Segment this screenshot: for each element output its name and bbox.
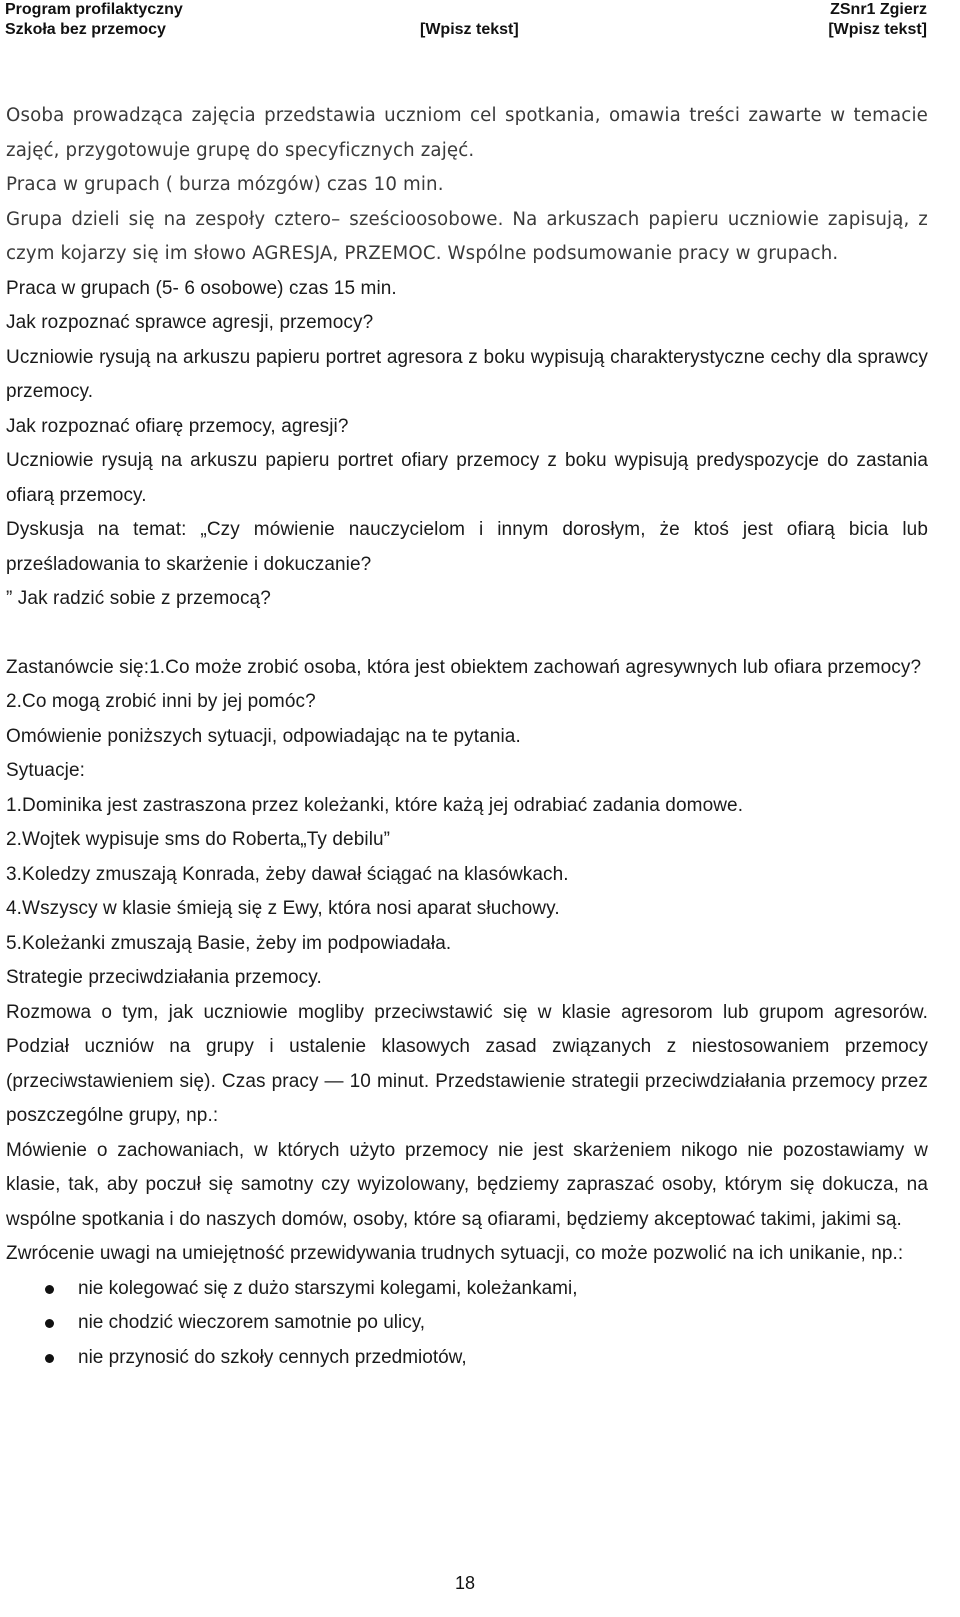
header-program-title: Program profilaktyczny [5, 1, 183, 18]
list-item [6, 1272, 928, 1307]
paragraph-discuss-situations: Omówienie poniższych sytuacji, odpowiadając na te pytania. [6, 725, 521, 747]
paragraph-discussion: Dyskusja na temat: „Czy mówienie nauczycielom i innym dorosłym, że ktoś jest ofiarą bicia lub prześladowania to skarżenie i dokuczanie? [6, 519, 934, 575]
paragraph-victim-portrait: Uczniowie rysują na arkuszu papieru portret ofiary przemocy z boku wypisują predyspozycje do zastania ofiarą przemocy. [6, 450, 934, 506]
bullet-icon [45, 1319, 54, 1328]
bullet-icon [45, 1354, 54, 1363]
paragraph-reporting: Mówienie o zachowaniach, w których użyto przemocy nie jest skarżeniem nikogo nie pozostawiamy w klasie, tak, aby poczuł się samotny czy wyizolowany, będziemy zapraszać osoby, którym się dokucza, na wspólne spotkania i do naszych domów, osoby, które są ofiarami, będziemy akceptować takimi, jakimi są. [6, 1139, 934, 1230]
paragraph-anticipation: Zwrócenie uwagi na umiejętność przewidywania trudnych sytuacji, co może pozwolić na ich unikanie, np.: [6, 1243, 904, 1264]
header-placeholder-right: [Wpisz tekst] [828, 21, 927, 38]
bullet-icon [45, 1285, 54, 1294]
header-school-name: ZSnr1 Zgierz [830, 1, 927, 18]
page-number: 18 [454, 1573, 476, 1593]
page-header [0, 0, 960, 46]
paragraph-strategies-heading: Strategie przeciwdziałania przemocy. [6, 967, 322, 988]
list-item-text: nie przynosić do szkoły cennych przedmiotów, [78, 1346, 467, 1368]
list-item-text: nie chodzić wieczorem samotnie po ulicy, [78, 1312, 426, 1333]
list-item-text: nie kolegować się z dużo starszymi kolegami, koleżankami, [78, 1277, 578, 1299]
paragraph-intro: Osoba prowadząca zajęcia przedstawia uczniom cel spotkania, omawia treści zawarte w temacie zajęć, przygotowuje grupę do specyficznych zajęć. [6, 105, 934, 161]
situation-item: 2.Wojtek wypisuje sms do Roberta„Ty debilu” [6, 829, 391, 850]
paragraph-consider: Zastanówcie się:1.Co może zrobić osoba, która jest obiektem zachowań agresywnych lub ofiara przemocy? [6, 656, 922, 678]
bullet-list [6, 1272, 928, 1376]
header-placeholder-center: [Wpisz tekst] [420, 21, 519, 38]
paragraph-coping: ” Jak radzić sobie z przemocą? [6, 588, 271, 609]
situation-item: 5.Koleżanki zmuszają Basie, żeby im podpowiadała. [6, 932, 452, 954]
paragraph-groups: Grupa dzieli się na zespoły cztero– sześcioosobowe. Na arkuszach papieru uczniowie zapisują, z czym kojarzy się im słowo AGRESJA, PRZEMOC. Wspólne podsumowanie pracy w grupach. [6, 208, 934, 264]
list-item [6, 1341, 928, 1376]
header-program-subtitle: Szkoła bez przemocy [5, 21, 166, 38]
situation-item: 3.Koledzy zmuszają Konrada, żeby dawał ściągać na klasówkach. [6, 863, 569, 885]
paragraph-strategies: Rozmowa o tym, jak uczniowie mogliby przeciwstawić się w klasie agresorom lub grupom agresorów. Podział uczniów na grupy i ustalenie klasowych zasad związanych z niestosowaniem przemocy (przeciwstawieniem się). Czas pracy — 10 minut. Przedstawienie strategii przeciwdziałania przemocy przez poszczególne grupy, np.: [6, 1001, 934, 1126]
paragraph-situations-heading: Sytuacje: [6, 760, 86, 781]
situation-item: 1.Dominika jest zastraszona przez koleżanki, które każą jej odrabiać zadania domowe. [6, 794, 744, 816]
paragraph-question-aggressor: Jak rozpoznać sprawce agresji, przemocy? [6, 312, 374, 333]
paragraph-question-help: 2.Co mogą zrobić inni by jej pomóc? [6, 691, 316, 712]
paragraph-group-work: Praca w grupach (5- 6 osobowe) czas 15 min. [6, 277, 397, 299]
paragraph-question-victim: Jak rozpoznać ofiarę przemocy, agresji? [6, 415, 349, 437]
list-item [6, 1306, 928, 1341]
document-body [6, 99, 934, 1375]
spacer [6, 617, 928, 651]
paragraph-brainstorm: Praca w grupach ( burza mózgów) czas 10 min. [6, 174, 444, 195]
situation-item: 4.Wszyscy w klasie śmieją się z Ewy, która nosi aparat słuchowy. [6, 898, 560, 919]
paragraph-aggressor-portrait: Uczniowie rysują na arkuszu papieru portret agresora z boku wypisują charakterystyczne cechy dla sprawcy przemocy. [6, 346, 934, 402]
